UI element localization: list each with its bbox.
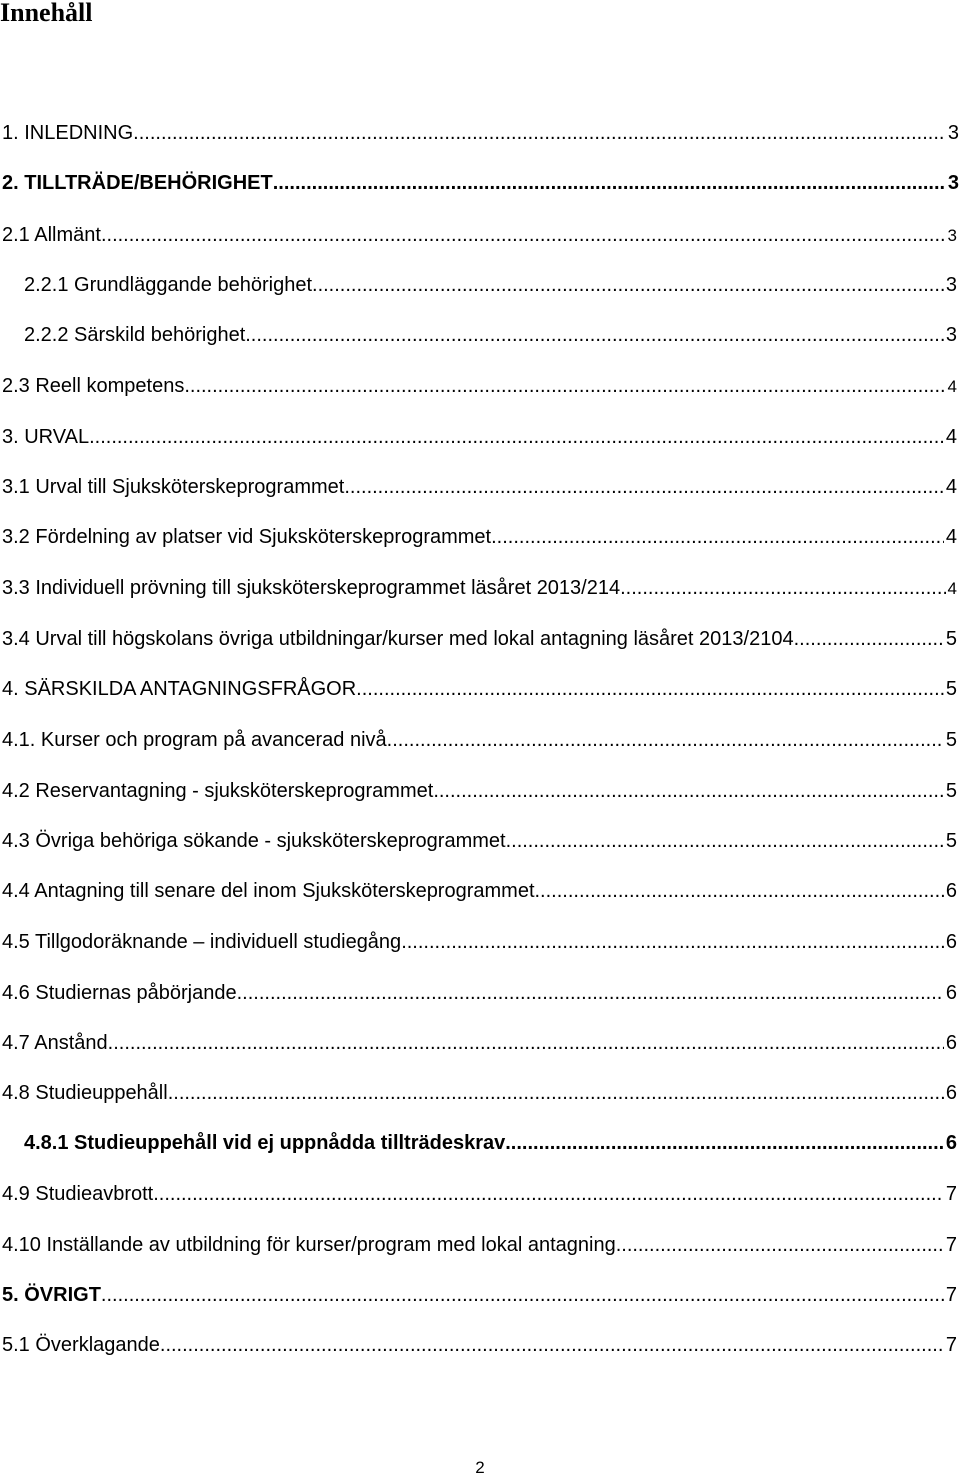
toc-entry[interactable]	[2, 576, 957, 600]
toc-entry-page: 4	[947, 377, 957, 396]
dot-leader	[108, 1031, 944, 1055]
dot-leader	[245, 323, 944, 347]
dot-leader	[101, 223, 946, 247]
toc-entry-label: 4.1. Kurser och program på avancerad nivå	[2, 729, 387, 751]
toc-entry[interactable]	[2, 930, 957, 954]
toc-entry-label: 4.4 Antagning till senare del inom Sjuksköterskeprogrammet	[2, 880, 535, 902]
toc-entry-page: 6	[945, 982, 957, 1004]
toc-entry-page: 6	[945, 931, 957, 953]
toc-entry-page: 6	[945, 1082, 957, 1104]
toc-entry-page: 3	[945, 274, 957, 296]
toc-entry[interactable]	[24, 1131, 957, 1155]
toc-entry-page: 4	[945, 476, 957, 498]
toc-entry-page: 5	[945, 729, 957, 751]
toc-entry-page: 4	[945, 526, 957, 548]
toc-entry[interactable]	[2, 879, 957, 903]
dot-leader	[506, 829, 944, 853]
toc-entry[interactable]	[2, 829, 957, 853]
toc-entry[interactable]	[2, 425, 957, 449]
toc-entry-page: 5	[945, 780, 957, 802]
toc-entry[interactable]	[2, 1333, 957, 1357]
toc-entry-label: 4.8 Studieuppehåll	[2, 1082, 168, 1104]
toc-entry-page: 7	[945, 1334, 957, 1356]
toc-entry-page: 6	[945, 880, 957, 902]
page-number: 2	[475, 1458, 485, 1477]
dot-leader	[273, 171, 946, 195]
toc-entry-label: 4.8.1 Studieuppehåll vid ej uppnådda tillträdeskrav	[24, 1132, 506, 1154]
toc-entry-label: 3.3 Individuell prövning till sjuksköterskeprogrammet läsåret 2013/214	[2, 577, 621, 599]
toc-entry[interactable]	[2, 1182, 957, 1206]
toc-entry-label: 4. SÄRSKILDA ANTAGNINGSFRÅGOR	[2, 678, 357, 700]
toc-entry[interactable]	[2, 223, 957, 247]
toc-entry[interactable]	[2, 121, 959, 145]
toc-entry[interactable]	[2, 475, 957, 499]
toc-entry-page: 6	[945, 1032, 957, 1054]
toc-entry-page: 3	[947, 172, 959, 194]
dot-leader	[616, 1233, 944, 1257]
toc-entry-page: 3	[947, 226, 957, 245]
toc-entry-page: 3	[947, 122, 959, 144]
dot-leader	[160, 1333, 944, 1357]
toc-entry[interactable]	[2, 525, 957, 549]
dot-leader	[387, 728, 944, 752]
toc-entry-page: 6	[945, 1132, 957, 1154]
toc-entry-label: 2.2.2 Särskild behörighet	[24, 324, 246, 346]
dot-leader	[535, 879, 944, 903]
dot-leader	[505, 1131, 944, 1155]
toc-entry-page: 5	[945, 678, 957, 700]
dot-leader	[312, 273, 944, 297]
toc-heading: Innehåll	[0, 0, 93, 27]
dot-leader	[344, 475, 944, 499]
toc-entry[interactable]	[2, 677, 957, 701]
toc-entry[interactable]	[2, 728, 957, 752]
toc-entry-page: 7	[945, 1234, 957, 1256]
toc-entry[interactable]	[2, 1283, 957, 1307]
dot-leader	[491, 525, 944, 549]
toc-entry-page: 7	[945, 1284, 957, 1306]
dot-leader	[101, 1283, 944, 1307]
toc-entry[interactable]	[2, 627, 957, 651]
toc-entry-label: 2.3 Reell kompetens	[2, 375, 185, 397]
toc-entry-label: 5. ÖVRIGT	[2, 1284, 101, 1306]
dot-leader	[133, 121, 946, 145]
toc-entry-label: 4.3 Övriga behöriga sökande - sjuksköterskeprogrammet	[2, 830, 506, 852]
toc-entry-label: 4.9 Studieavbrott	[2, 1183, 154, 1205]
dot-leader	[184, 374, 945, 398]
dot-leader	[89, 425, 944, 449]
toc-entry-label: 4.10 Inställande av utbildning för kurser/program med lokal antagning	[2, 1234, 616, 1256]
toc-entry[interactable]	[2, 171, 959, 195]
toc-entry-page: 3	[945, 324, 957, 346]
toc-entry-label: 3. URVAL	[2, 426, 90, 448]
toc-entry[interactable]	[24, 273, 957, 297]
toc-entry-label: 1. INLEDNING	[2, 122, 134, 144]
toc-entry-label: 4.5 Tillgodoräknande – individuell studiegång	[2, 931, 402, 953]
toc-entry-page: 4	[947, 579, 957, 598]
toc-entry[interactable]	[2, 374, 957, 398]
toc-entry[interactable]	[2, 981, 957, 1005]
toc-entry-label: 2.1 Allmänt	[2, 224, 101, 246]
toc-entry-label: 4.6 Studiernas påbörjande	[2, 982, 237, 1004]
toc-entry[interactable]	[2, 1031, 957, 1055]
toc-entry-label: 3.4 Urval till högskolans övriga utbildningar/kurser med lokal antagning läsåret 2013/2104	[2, 628, 794, 650]
toc-entry-page: 5	[945, 628, 957, 650]
toc-entry-page: 4	[945, 426, 957, 448]
toc-entry-label: 2. TILLTRÄDE/BEHÖRIGHET	[2, 172, 273, 194]
toc-entry-label: 2.2.1 Grundläggande behörighet	[24, 274, 313, 296]
toc-entry[interactable]	[2, 779, 957, 803]
toc-entry-label: 5.1 Överklagande	[2, 1334, 160, 1356]
toc-entry-label: 3.1 Urval till Sjuksköterskeprogrammet	[2, 476, 345, 498]
dot-leader	[794, 627, 944, 651]
toc-entry-label: 3.2 Fördelning av platser vid Sjuksköterskeprogrammet	[2, 526, 492, 548]
dot-leader	[401, 930, 944, 954]
toc-entry-page: 5	[945, 830, 957, 852]
toc-entry[interactable]	[2, 1081, 957, 1105]
dot-leader	[620, 576, 945, 600]
dot-leader	[168, 1081, 944, 1105]
toc-entry-label: 4.2 Reservantagning - sjuksköterskeprogrammet	[2, 780, 434, 802]
toc-entry-label: 4.7 Anstånd	[2, 1032, 108, 1054]
toc-entry[interactable]	[2, 1233, 957, 1257]
toc-entry-page: 7	[945, 1183, 957, 1205]
dot-leader	[153, 1182, 944, 1206]
dot-leader	[356, 677, 944, 701]
toc-entry[interactable]	[24, 323, 957, 347]
dot-leader	[237, 981, 944, 1005]
dot-leader	[433, 779, 944, 803]
